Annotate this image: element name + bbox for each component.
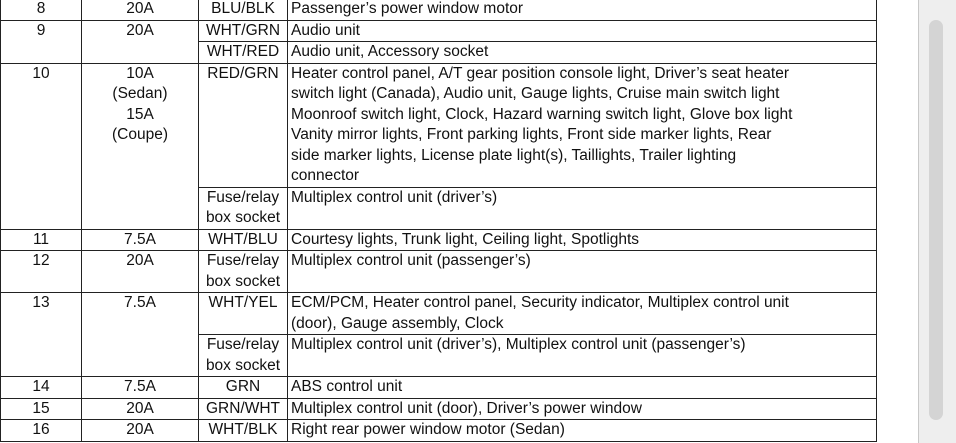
fuse-number: 12: [1, 251, 82, 293]
table-row: [1, 398, 877, 420]
table-row: [1, 377, 877, 399]
wire-color: BLU/BLK: [199, 0, 288, 20]
wire-color: WHT/GRN: [199, 20, 288, 42]
fuse-amperage: 7.5A: [82, 229, 199, 251]
fuse-number: 14: [1, 377, 82, 399]
table-row: [1, 0, 877, 20]
protected-component: Right rear power window motor (Sedan): [288, 420, 877, 442]
table-row: [1, 293, 877, 335]
fuse-amperage: 10A (Sedan) 15A (Coupe): [82, 63, 199, 229]
table-row: [1, 420, 877, 442]
wire-color: WHT/RED: [199, 42, 288, 64]
fuse-number: 16: [1, 420, 82, 442]
protected-component: ABS control unit: [288, 377, 877, 399]
protected-component: Passenger’s power window motor: [288, 0, 877, 20]
vertical-scrollbar[interactable]: [918, 0, 956, 443]
protected-component: Multiplex control unit (passenger’s): [288, 251, 877, 293]
protected-component: Heater control panel, A/T gear position console light, Driver’s seat heater switch light (Canada), Audio unit, Gauge lights, Cruise main switch light Moonroof switch light, Clock, Hazard warning switch light, Glove box light Vanity mirror lights, Front parking lights, Front side marker lights, Rear side marker lights, License plate light(s), Taillights, Trailer lighting connector: [288, 63, 877, 187]
table-row: [1, 229, 877, 251]
fuse-number: 15: [1, 398, 82, 420]
fuse-amperage: 20A: [82, 0, 199, 20]
fuse-amperage: 20A: [82, 251, 199, 293]
fuse-amperage: 7.5A: [82, 377, 199, 399]
protected-component: ECM/PCM, Heater control panel, Security indicator, Multiplex control unit (door), Gauge assembly, Clock: [288, 293, 877, 335]
table-row: [1, 20, 877, 42]
protected-component: Courtesy lights, Trunk light, Ceiling light, Spotlights: [288, 229, 877, 251]
wire-color: Fuse/relay box socket: [199, 251, 288, 293]
fuse-number: 13: [1, 293, 82, 377]
fuse-amperage: 7.5A: [82, 293, 199, 377]
protected-component: Audio unit, Accessory socket: [288, 42, 877, 64]
wire-color: GRN/WHT: [199, 398, 288, 420]
fuse-number: 11: [1, 229, 82, 251]
protected-component: Multiplex control unit (driver’s), Multiplex control unit (passenger’s): [288, 335, 877, 377]
fuse-number: 10: [1, 63, 82, 229]
fuse-number: 8: [1, 0, 82, 20]
protected-component: Audio unit: [288, 20, 877, 42]
wire-color: RED/GRN: [199, 63, 288, 187]
table-row: [1, 63, 877, 187]
wire-color: Fuse/relay box socket: [199, 187, 288, 229]
fuse-amperage: 20A: [82, 420, 199, 442]
wire-color: WHT/BLU: [199, 229, 288, 251]
wire-color: WHT/YEL: [199, 293, 288, 335]
protected-component: Multiplex control unit (door), Driver’s power window: [288, 398, 877, 420]
wire-color: GRN: [199, 377, 288, 399]
scrollbar-thumb[interactable]: [929, 20, 943, 420]
wire-color: WHT/BLK: [199, 420, 288, 442]
fuse-number: 9: [1, 20, 82, 63]
wire-color: Fuse/relay box socket: [199, 335, 288, 377]
table-row: [1, 251, 877, 293]
fuse-amperage: 20A: [82, 20, 199, 63]
fuse-amperage: 20A: [82, 398, 199, 420]
protected-component: Multiplex control unit (driver’s): [288, 187, 877, 229]
